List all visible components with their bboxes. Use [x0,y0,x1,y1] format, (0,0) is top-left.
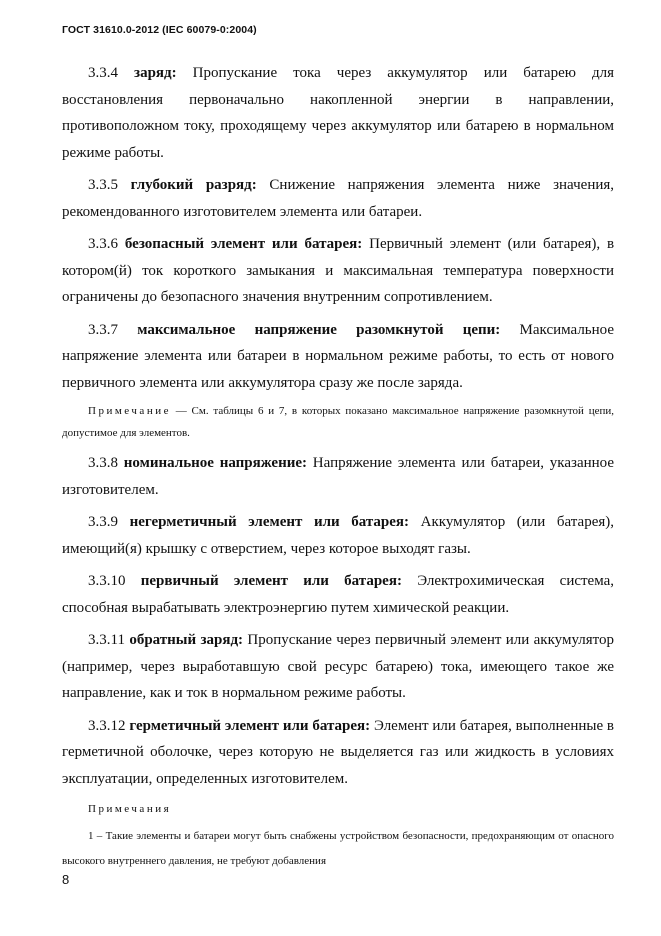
definition-text: Пропускание тока через аккумулятор или батарею для восстановления первоначально накопленной энергии в направлении, противоположном току, проходящему через аккумулятор или батарею в нормальном режиме работы. [62,65,615,161]
notes-title: Примечания [88,803,172,815]
definition-term: герметичный элемент или батарея: [129,717,371,734]
definition-text: Аккумулятор (или батарея), имеющий(я) крышку с отверстием, через которое выходят газы. [62,514,615,557]
definition-term: негерметичный элемент или батарея: [129,514,410,530]
document-header: ГОСТ 31610.0-2012 (IEC 60079-0:2004) [62,24,257,36]
note-3-3-7 [62,400,614,444]
definition-text: Напряжение элемента или батареи, указанное изготовителем. [62,455,615,498]
definition-3-3-10 [62,568,614,621]
definition-number: 3.3.10 [88,573,126,589]
definition-number: 3.3.5 [88,177,118,193]
definition-text: Пропускание через первичный элемент или аккумулятор (например, через выработавшую свой ресурс батарею) тока, имеющего такое же направление, как и ток в нормальном режиме работы. [62,632,615,701]
definition-3-3-6 [62,231,614,311]
definition-term: безопасный элемент или батарея: [124,236,363,252]
definition-text: Первичный элемент (или батарея), в котором(й) ток короткого замыкания и максимальная температура поверхности ограничены до безопасного значения внутренним сопротивлением. [62,236,615,305]
definition-text: Элемент или батарея, выполненные в герметичной оболочке, через которую не выделяется газ или жидкость в условиях эксплуатации, определенных изготовителем. [62,717,615,787]
definition-number: 3.3.4 [88,65,118,81]
definition-text: Снижение напряжения элемента ниже значения, рекомендованного изготовителем элемента или батареи. [62,177,615,220]
definition-3-3-8 [62,450,614,503]
definition-term: обратный заряд: [129,632,244,648]
page-number: 8 [62,872,70,887]
definition-term: заряд: [134,65,177,81]
definition-3-3-9 [62,509,614,562]
definition-term: максимальное напряжение разомкнутой цепи: [137,321,501,338]
note-label: Примечание [88,405,171,417]
definition-term: глубокий разряд: [130,177,257,193]
page-content [62,60,614,874]
definition-3-3-5 [62,172,614,225]
definition-term: номинальное напряжение: [123,455,308,471]
definition-number: 3.3.7 [88,321,118,338]
definition-term: первичный элемент или батарея: [140,573,402,589]
definition-number: 3.3.8 [88,455,118,471]
definition-3-3-4 [62,60,614,166]
definition-text: Максимальное напряжение элемента или батареи в нормальном режиме работы, то есть от нового первичного элемента или аккумулятора сразу же после заряда. [62,321,615,391]
definition-number: 3.3.12 [88,717,126,734]
definition-number: 3.3.9 [88,514,118,530]
definition-number: 3.3.11 [88,632,125,648]
definition-number: 3.3.6 [88,236,118,252]
definition-3-3-12 [62,713,614,793]
note-1: 1 – Такие элементы и батареи могут быть снабжены устройством безопасности, предохраняющим от опасного высокого внутреннего давления, не требуют добавления [62,830,614,867]
definition-text: Электрохимическая система, способная вырабатывать электроэнергию путем химической реакции. [62,573,615,616]
note-text: — См. таблицы 6 и 7, в которых показано максимальное напряжение разомкнутой цепи, допустимое для элементов. [62,405,614,439]
definition-3-3-7 [62,317,614,397]
definition-3-3-11 [62,627,614,707]
